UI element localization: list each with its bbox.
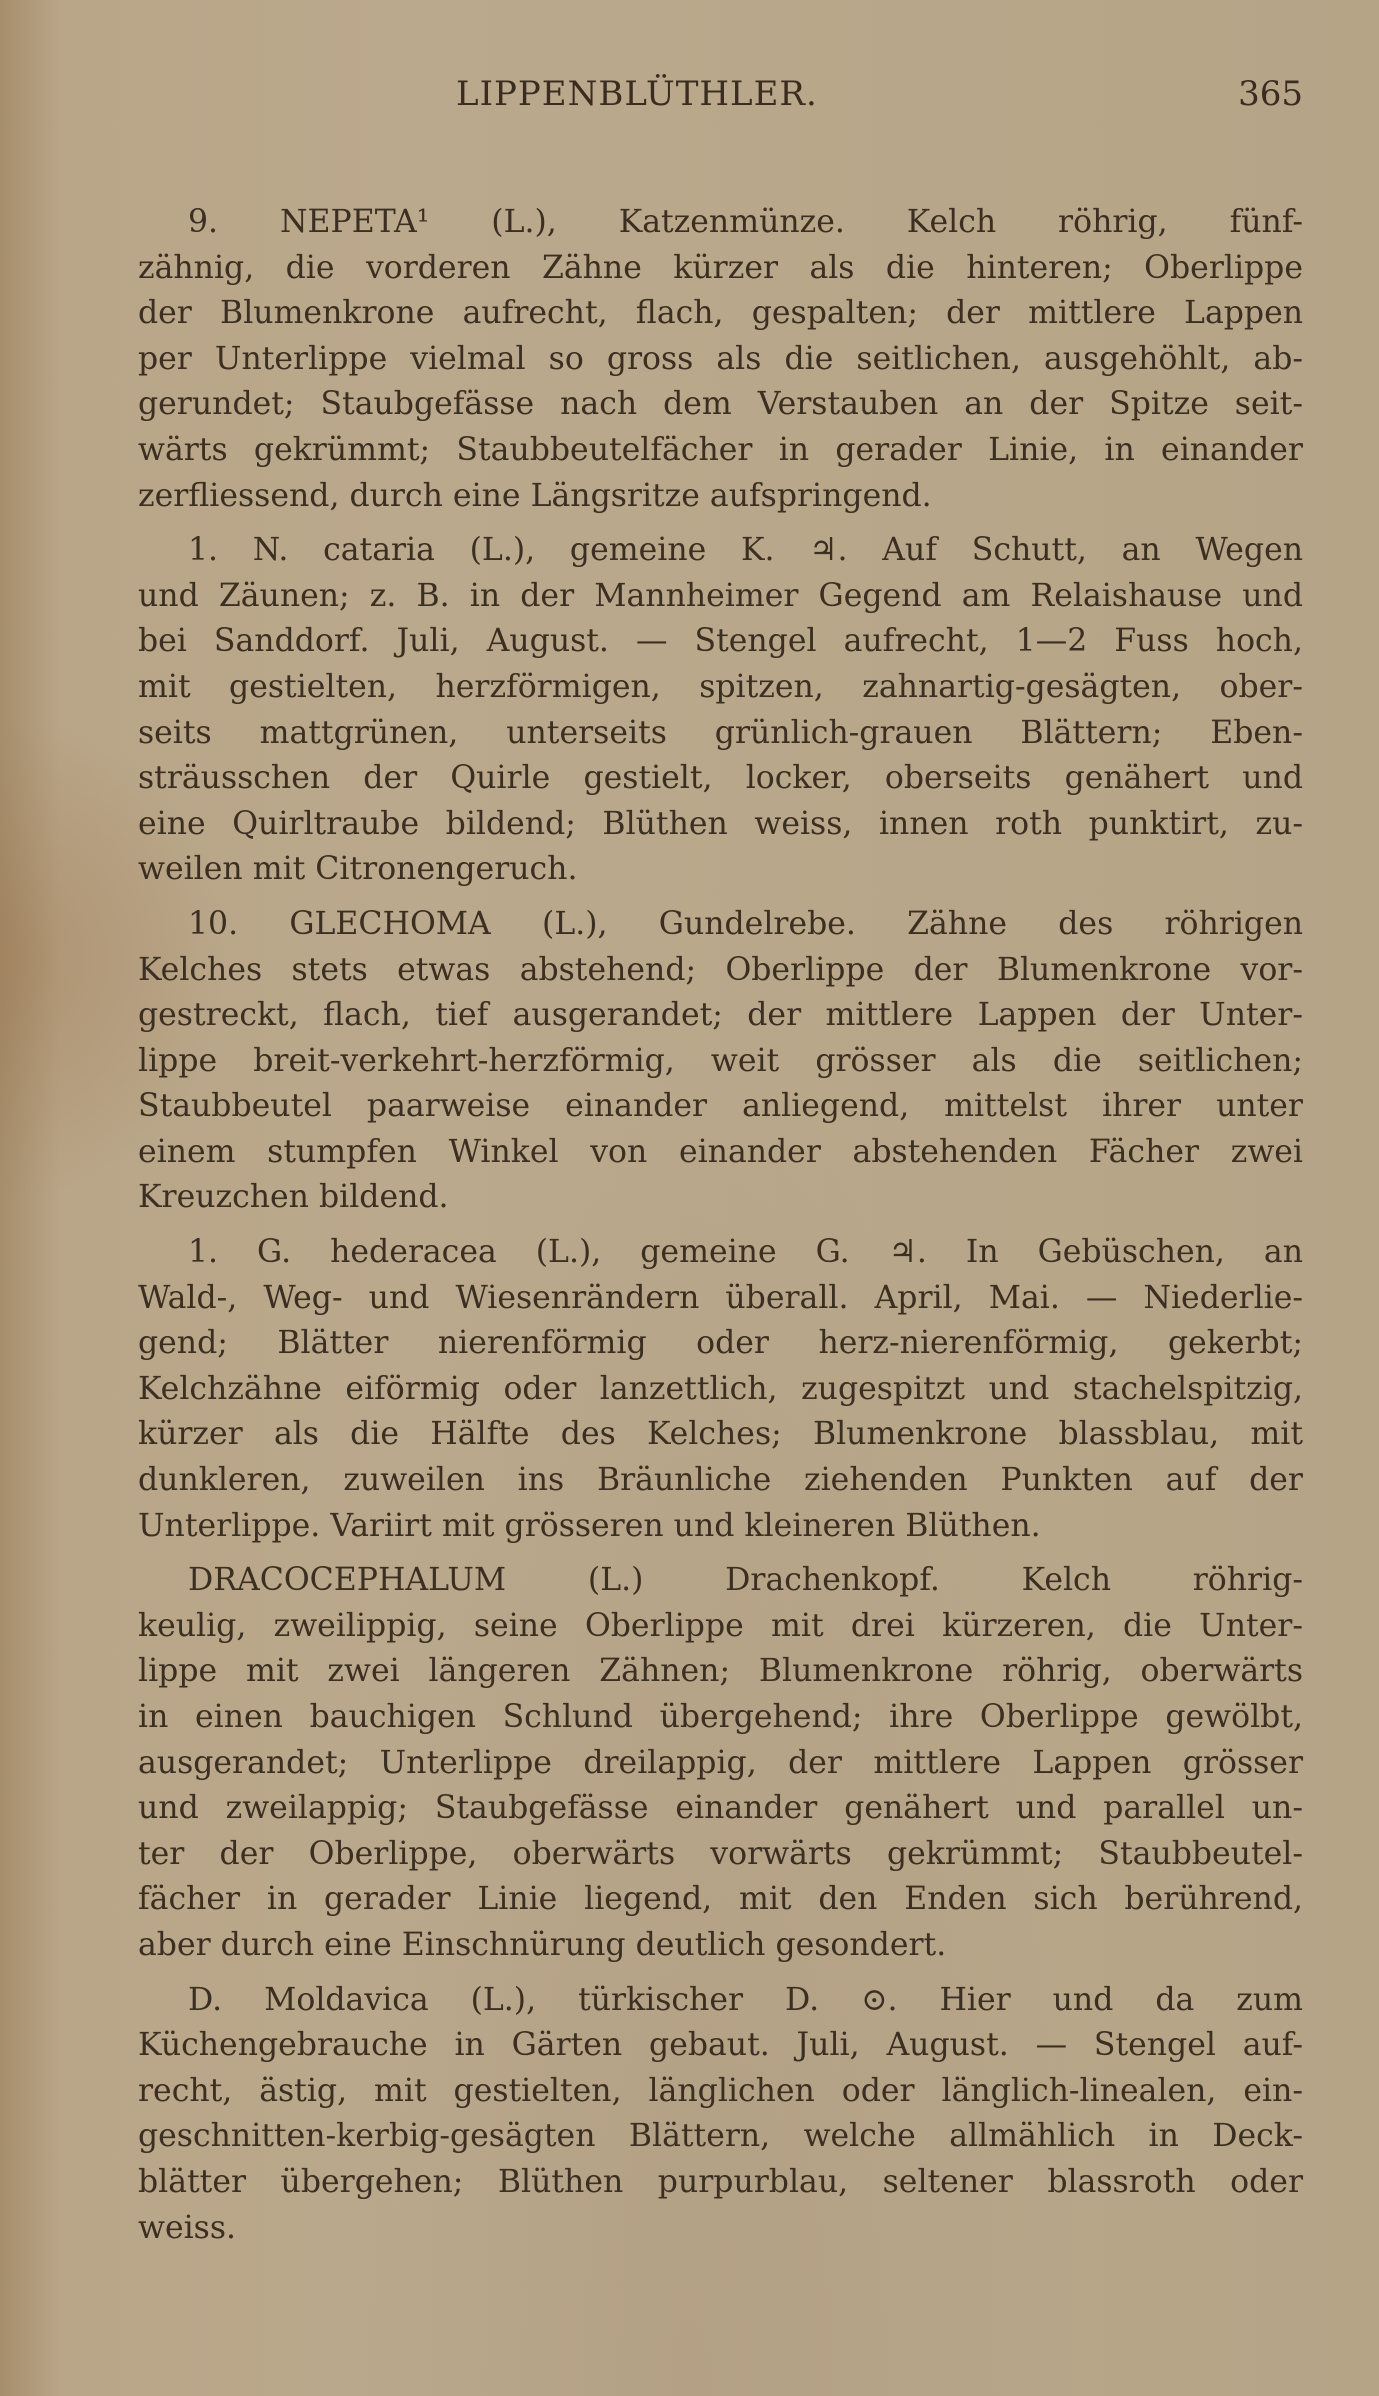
text-line: dunkleren, zuweilen ins Bräunliche ziehenden Punkten auf der [138,1462,1303,1499]
text-line: bei Sanddorf. Juli, August. — Stengel aufrecht, 1—2 Fuss hoch, [138,623,1303,660]
text-line: Staubbeutel paarweise einander anliegend, mittelst ihrer unter [138,1088,1303,1125]
paragraph-dracocephalum-genus [88,1558,1303,1968]
text-line: D. Moldavica (L.), türkischer D. ⊙. Hier und da zum [188,1981,1303,2018]
text-line: seits mattgrünen, unterseits grünlich-grauen Blättern; Eben- [138,714,1303,751]
text-line: lippe mit zwei längeren Zähnen; Blumenkrone röhrig, oberwärts [138,1653,1303,1690]
paragraph-glechoma-hederacea [88,1230,1303,1549]
text-line: 9. NEPETA¹ (L.), Katzenmünze. Kelch röhrig, fünf- [188,204,1303,240]
book-page [88,74,1303,2251]
text-line: weilen mit Citronengeruch. [138,851,578,888]
text-line: blätter übergehen; Blüthen purpurblau, seltener blassroth oder [138,2163,1303,2200]
text-line: mit gestielten, herzförmigen, spitzen, zahnartig-gesägten, ober- [138,668,1303,705]
running-head [456,74,1303,126]
paragraph-glechoma-genus [88,902,1303,1221]
text-line: lippe breit-verkehrt-herzförmig, weit grösser als die seitlichen; [138,1042,1303,1079]
text-line: wärts gekrümmt; Staubbeutelfächer in gerader Linie, in einander [138,431,1303,468]
text-line: Unterlippe. Variirt mit grösseren und kleineren Blüthen. [138,1507,1041,1544]
text-line: zerfliessend, durch eine Längsritze aufspringend. [138,477,932,514]
text-line: sträusschen der Quirle gestielt, locker, oberseits genähert und [138,760,1303,797]
text-line: geschnitten-kerbig-gesägten Blättern, welche allmählich in Deck- [138,2118,1303,2155]
paragraph-dracocephalum-moldavica [88,1978,1303,2252]
text-line: gend; Blätter nierenförmig oder herz-nierenförmig, gekerbt; [138,1325,1303,1362]
text-line: eine Quirltraube bildend; Blüthen weiss, innen roth punktirt, zu- [138,805,1303,842]
text-line: gestreckt, flach, tief ausgerandet; der mittlere Lappen der Unter- [138,997,1303,1034]
text-line: gerundet; Staubgefässe nach dem Verstauben an der Spitze seit- [138,386,1303,423]
text-line: und Zäunen; z. B. in der Mannheimer Gegend am Relaishause und [138,577,1303,614]
text-line: und zweilappig; Staubgefässe einander genähert und parallel un- [138,1790,1303,1827]
body-text [88,200,1303,2251]
text-line: fächer in gerader Linie liegend, mit den Enden sich berührend, [138,1881,1303,1918]
text-line: Kelchzähne eiförmig oder lanzettlich, zugespitzt und stachelspitzig, [138,1370,1303,1407]
text-line: DRACOCEPHALUM (L.) Drachenkopf. Kelch röhrig- [188,1562,1303,1599]
text-line: 10. GLECHOMA (L.), Gundelrebe. Zähne des röhrigen [188,905,1303,942]
paragraph-nepeta-genus [88,200,1303,519]
text-line: aber durch eine Einschnürung deutlich gesondert. [138,1926,947,1963]
text-line: kürzer als die Hälfte des Kelches; Blumenkrone blassblau, mit [138,1416,1303,1453]
text-line: weiss. [138,2209,237,2246]
text-line: in einen bauchigen Schlund übergehend; ihre Oberlippe gewölbt, [138,1699,1303,1735]
text-line: keulig, zweilippig, seine Oberlippe mit drei kürzeren, die Unter- [138,1607,1303,1644]
text-line: ter der Oberlippe, oberwärts vorwärts gekrümmt; Staubbeutel- [138,1835,1303,1872]
text-line: 1. G. hederacea (L.), gemeine G. ♃. In Gebüschen, an [188,1234,1303,1271]
text-line: Wald-, Weg- und Wiesenrändern überall. April, Mai. — Niederlie- [138,1279,1303,1316]
running-title: LIPPENBLÜTHLER. [456,74,818,114]
text-line: Küchengebrauche in Gärten gebaut. Juli, August. — Stengel auf- [138,2027,1303,2064]
text-line: 1. N. cataria (L.), gemeine K. ♃. Auf Schutt, an Wegen [188,532,1303,569]
text-line: Kreuzchen bildend. [138,1179,449,1216]
text-line: einem stumpfen Winkel von einander abstehenden Fächer zwei [138,1133,1303,1170]
paragraph-nepeta-cataria [88,528,1303,893]
text-line: per Unterlippe vielmal so gross als die seitlichen, ausgehöhlt, ab- [138,340,1303,377]
text-line: ausgerandet; Unterlippe dreilappig, der mittlere Lappen grösser [138,1744,1303,1781]
text-line: der Blumenkrone aufrecht, flach, gespalten; der mittlere Lappen [138,295,1303,332]
text-line: Kelches stets etwas abstehend; Oberlippe der Blumenkrone vor- [138,951,1303,988]
text-line: zähnig, die vorderen Zähne kürzer als die hinteren; Oberlippe [138,249,1303,286]
text-line: recht, ästig, mit gestielten, länglichen oder länglich-linealen, ein- [138,2072,1303,2109]
page-number: 365 [1238,74,1303,114]
